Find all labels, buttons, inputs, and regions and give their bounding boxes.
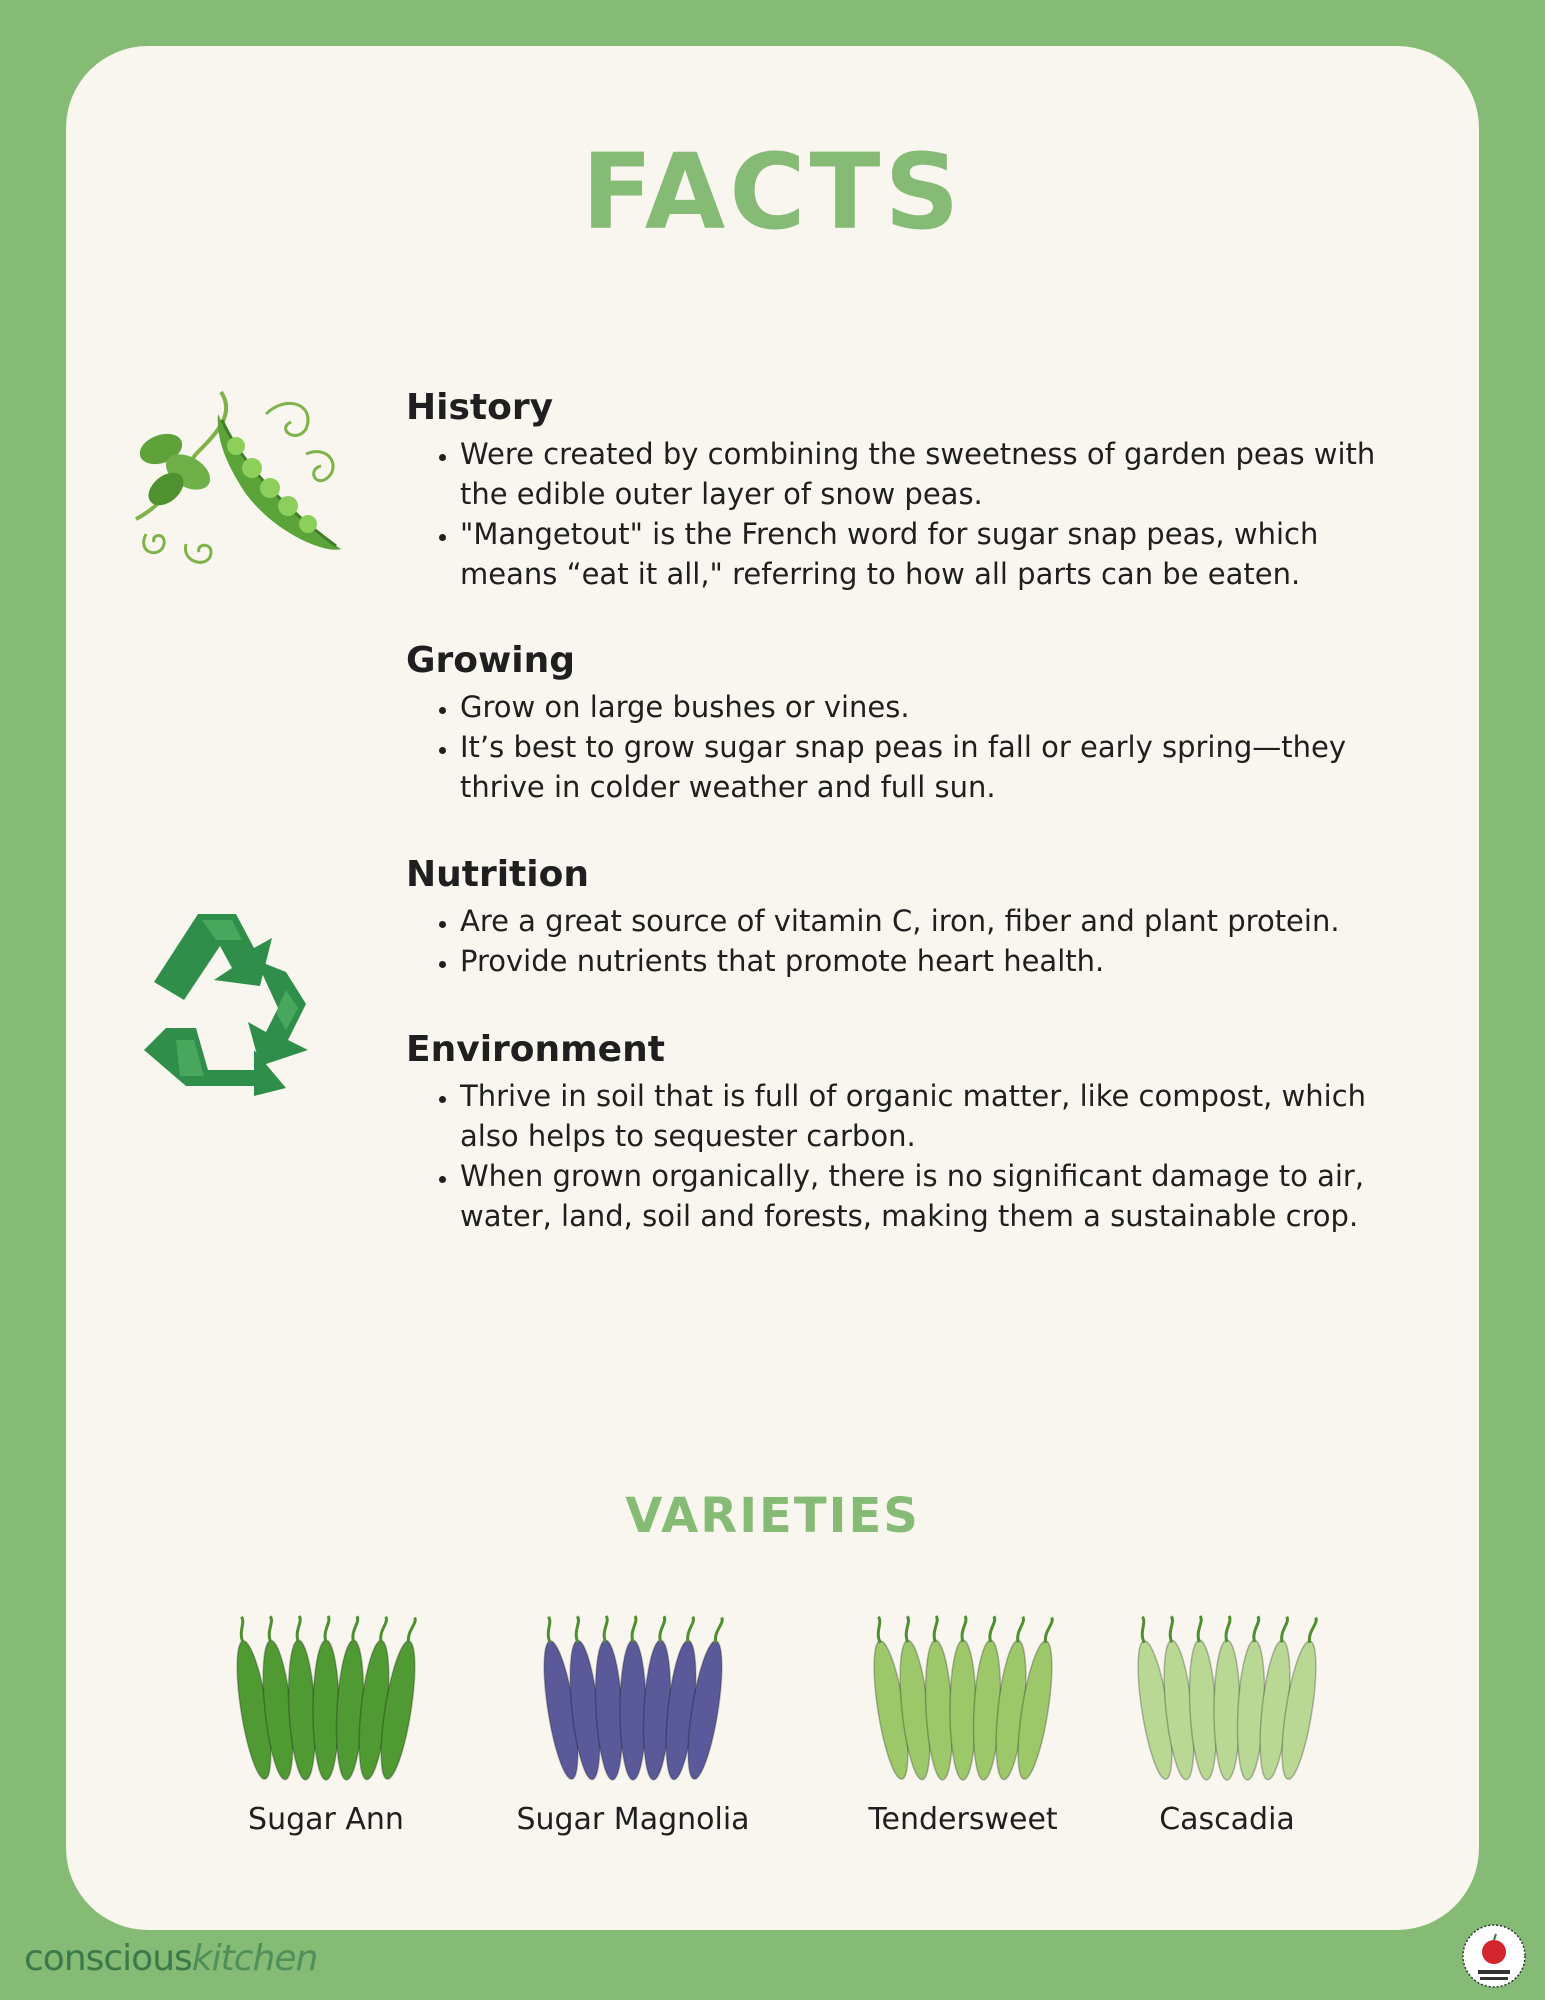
variety-sugar-magnolia <box>503 1610 763 1837</box>
conscious-kitchen-logo <box>24 1938 317 1979</box>
pea-pods-icon <box>226 1610 426 1790</box>
recycle-icon <box>136 900 340 1100</box>
variety-sugar-ann <box>196 1610 456 1837</box>
variety-name: Cascadia <box>1159 1802 1295 1837</box>
list-item: • Grow on large bushes or vines. <box>460 687 1406 727</box>
section-environment <box>406 1030 1406 1236</box>
pea-pods-icon <box>533 1610 733 1790</box>
list-item: • Provide nutrients that promote heart health. <box>460 941 1406 981</box>
bullet-list <box>406 434 1406 594</box>
variety-tendersweet <box>833 1610 1093 1837</box>
varieties-title: VARIETIES <box>625 1488 920 1544</box>
section-heading: Environment <box>406 1029 665 1070</box>
logo-part1: conscious <box>24 1938 192 1979</box>
list-item: • Are a great source of vitamin C, iron, fiber and plant protein. <box>460 901 1406 941</box>
logo-part2: kitchen <box>191 1938 318 1979</box>
variety-name: Sugar Ann <box>248 1802 404 1837</box>
list-item: • Were created by combining the sweetness of garden peas with the edible outer layer of snow peas. <box>460 434 1406 514</box>
variety-cascadia <box>1097 1610 1357 1837</box>
pea-pods-icon <box>863 1610 1063 1790</box>
list-item: • Thrive in soil that is full of organic matter, like compost, which also helps to sequester carbon. <box>460 1076 1406 1156</box>
page-title: FACTS <box>581 131 964 253</box>
section-heading: Growing <box>406 640 576 681</box>
variety-name: Tendersweet <box>868 1802 1058 1837</box>
list-item: • "Mangetout" is the French word for sugar snap peas, which means “eat it all," referring to how all parts can be eaten. <box>460 514 1406 594</box>
bullet-list <box>406 687 1406 807</box>
bullet-list <box>406 901 1406 981</box>
variety-name: Sugar Magnolia <box>516 1802 750 1837</box>
bullet-list <box>406 1076 1406 1236</box>
section-heading: History <box>406 387 554 428</box>
section-history <box>406 388 1406 594</box>
section-growing <box>406 641 1406 807</box>
pea-pods-icon <box>1127 1610 1327 1790</box>
list-item: • When grown organically, there is no significant damage to air, water, land, soil and forests, making them a sustainable crop. <box>460 1156 1406 1236</box>
list-item: • It’s best to grow sugar snap peas in fall or early spring—they thrive in colder weather and full sun. <box>460 727 1406 807</box>
section-heading: Nutrition <box>406 854 589 895</box>
section-nutrition <box>406 855 1406 981</box>
pea-pod-vine-icon <box>126 384 346 578</box>
food-services-badge-icon <box>1460 1922 1528 1994</box>
